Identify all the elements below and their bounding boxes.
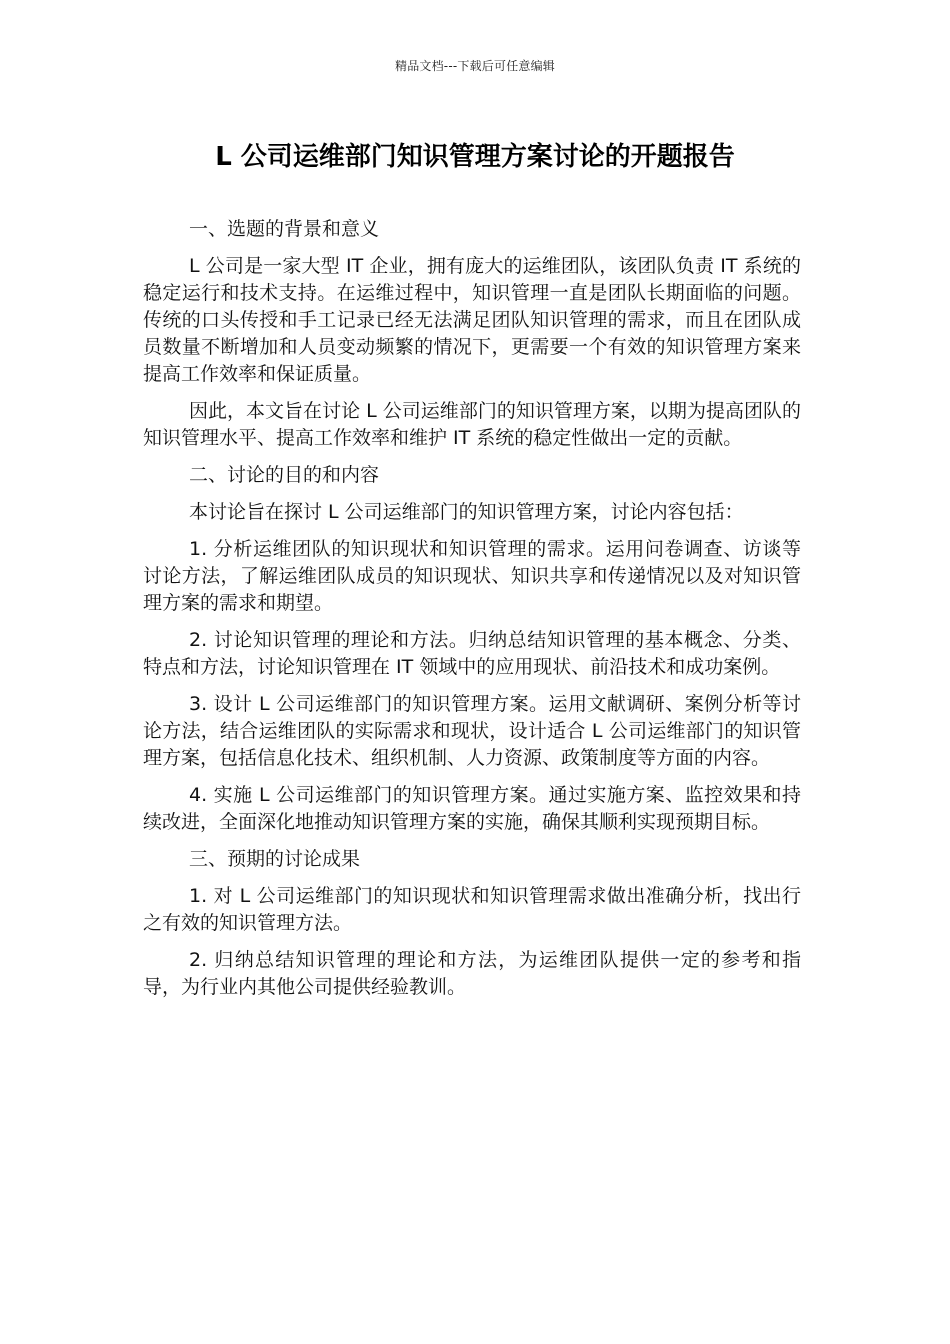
paragraph-objectives-intro: 本讨论旨在探讨 L 公司运维部门的知识管理方案，讨论内容包括： <box>189 501 744 523</box>
list-item-outcome-summary: 2. 归纳总结知识管理的理论和方法，为运维团队提供一定的参考和指导，为行业内其他公司提供经验教训。 <box>143 949 801 998</box>
list-item-analysis: 1. 分析运维团队的知识现状和知识管理的需求。运用问卷调查、访谈等讨论方法，了解运维团队成员的知识现状、知识共享和传递情况以及对知识管理方案的需求和期望。 <box>143 538 801 614</box>
section-heading-background: 一、选题的背景和意义 <box>189 218 380 240</box>
list-item-outcome-analysis: 1. 对 L 公司运维部门的知识现状和知识管理需求做出准确分析，找出行之有效的知识管理方法。 <box>143 885 801 934</box>
list-item-theory: 2. 讨论知识管理的理论和方法。归纳总结知识管理的基本概念、分类、特点和方法，讨论知识管理在 IT 领域中的应用现状、前沿技术和成功案例。 <box>143 629 801 678</box>
document-title: L 公司运维部门知识管理方案讨论的开题报告 <box>215 142 735 172</box>
paragraph-purpose: 因此，本文旨在讨论 L 公司运维部门的知识管理方案，以期为提高团队的知识管理水平、提高工作效率和维护 IT 系统的稳定性做出一定的贡献。 <box>143 400 801 449</box>
section-heading-objectives: 二、讨论的目的和内容 <box>189 464 380 486</box>
paragraph-background: L 公司是一家大型 IT 企业，拥有庞大的运维团队，该团队负责 IT 系统的稳定运行和技术支持。在运维过程中，知识管理一直是团队长期面临的问题。传统的口头传授和手工记录已经无法满足团队知识管理的需求，而且在团队成员数量不断增加和人员变动频繁的情况下，更需要一个有效的知识管理方案来提高工作效率和保证质量。 <box>143 255 801 385</box>
section-heading-outcomes: 三、预期的讨论成果 <box>189 848 361 870</box>
document-body <box>143 216 801 1011</box>
header-note: 精品文档---下载后可任意编辑 <box>395 59 555 73</box>
list-item-implementation: 4. 实施 L 公司运维部门的知识管理方案。通过实施方案、监控效果和持续改进，全面深化地推动知识管理方案的实施，确保其顺利实现预期目标。 <box>143 784 801 833</box>
list-item-design: 3. 设计 L 公司运维部门的知识管理方案。运用文献调研、案例分析等讨论方法，结合运维团队的实际需求和现状，设计适合 L 公司运维部门的知识管理方案，包括信息化技术、组织机制、人力资源、政策制度等方面的内容。 <box>143 693 801 769</box>
